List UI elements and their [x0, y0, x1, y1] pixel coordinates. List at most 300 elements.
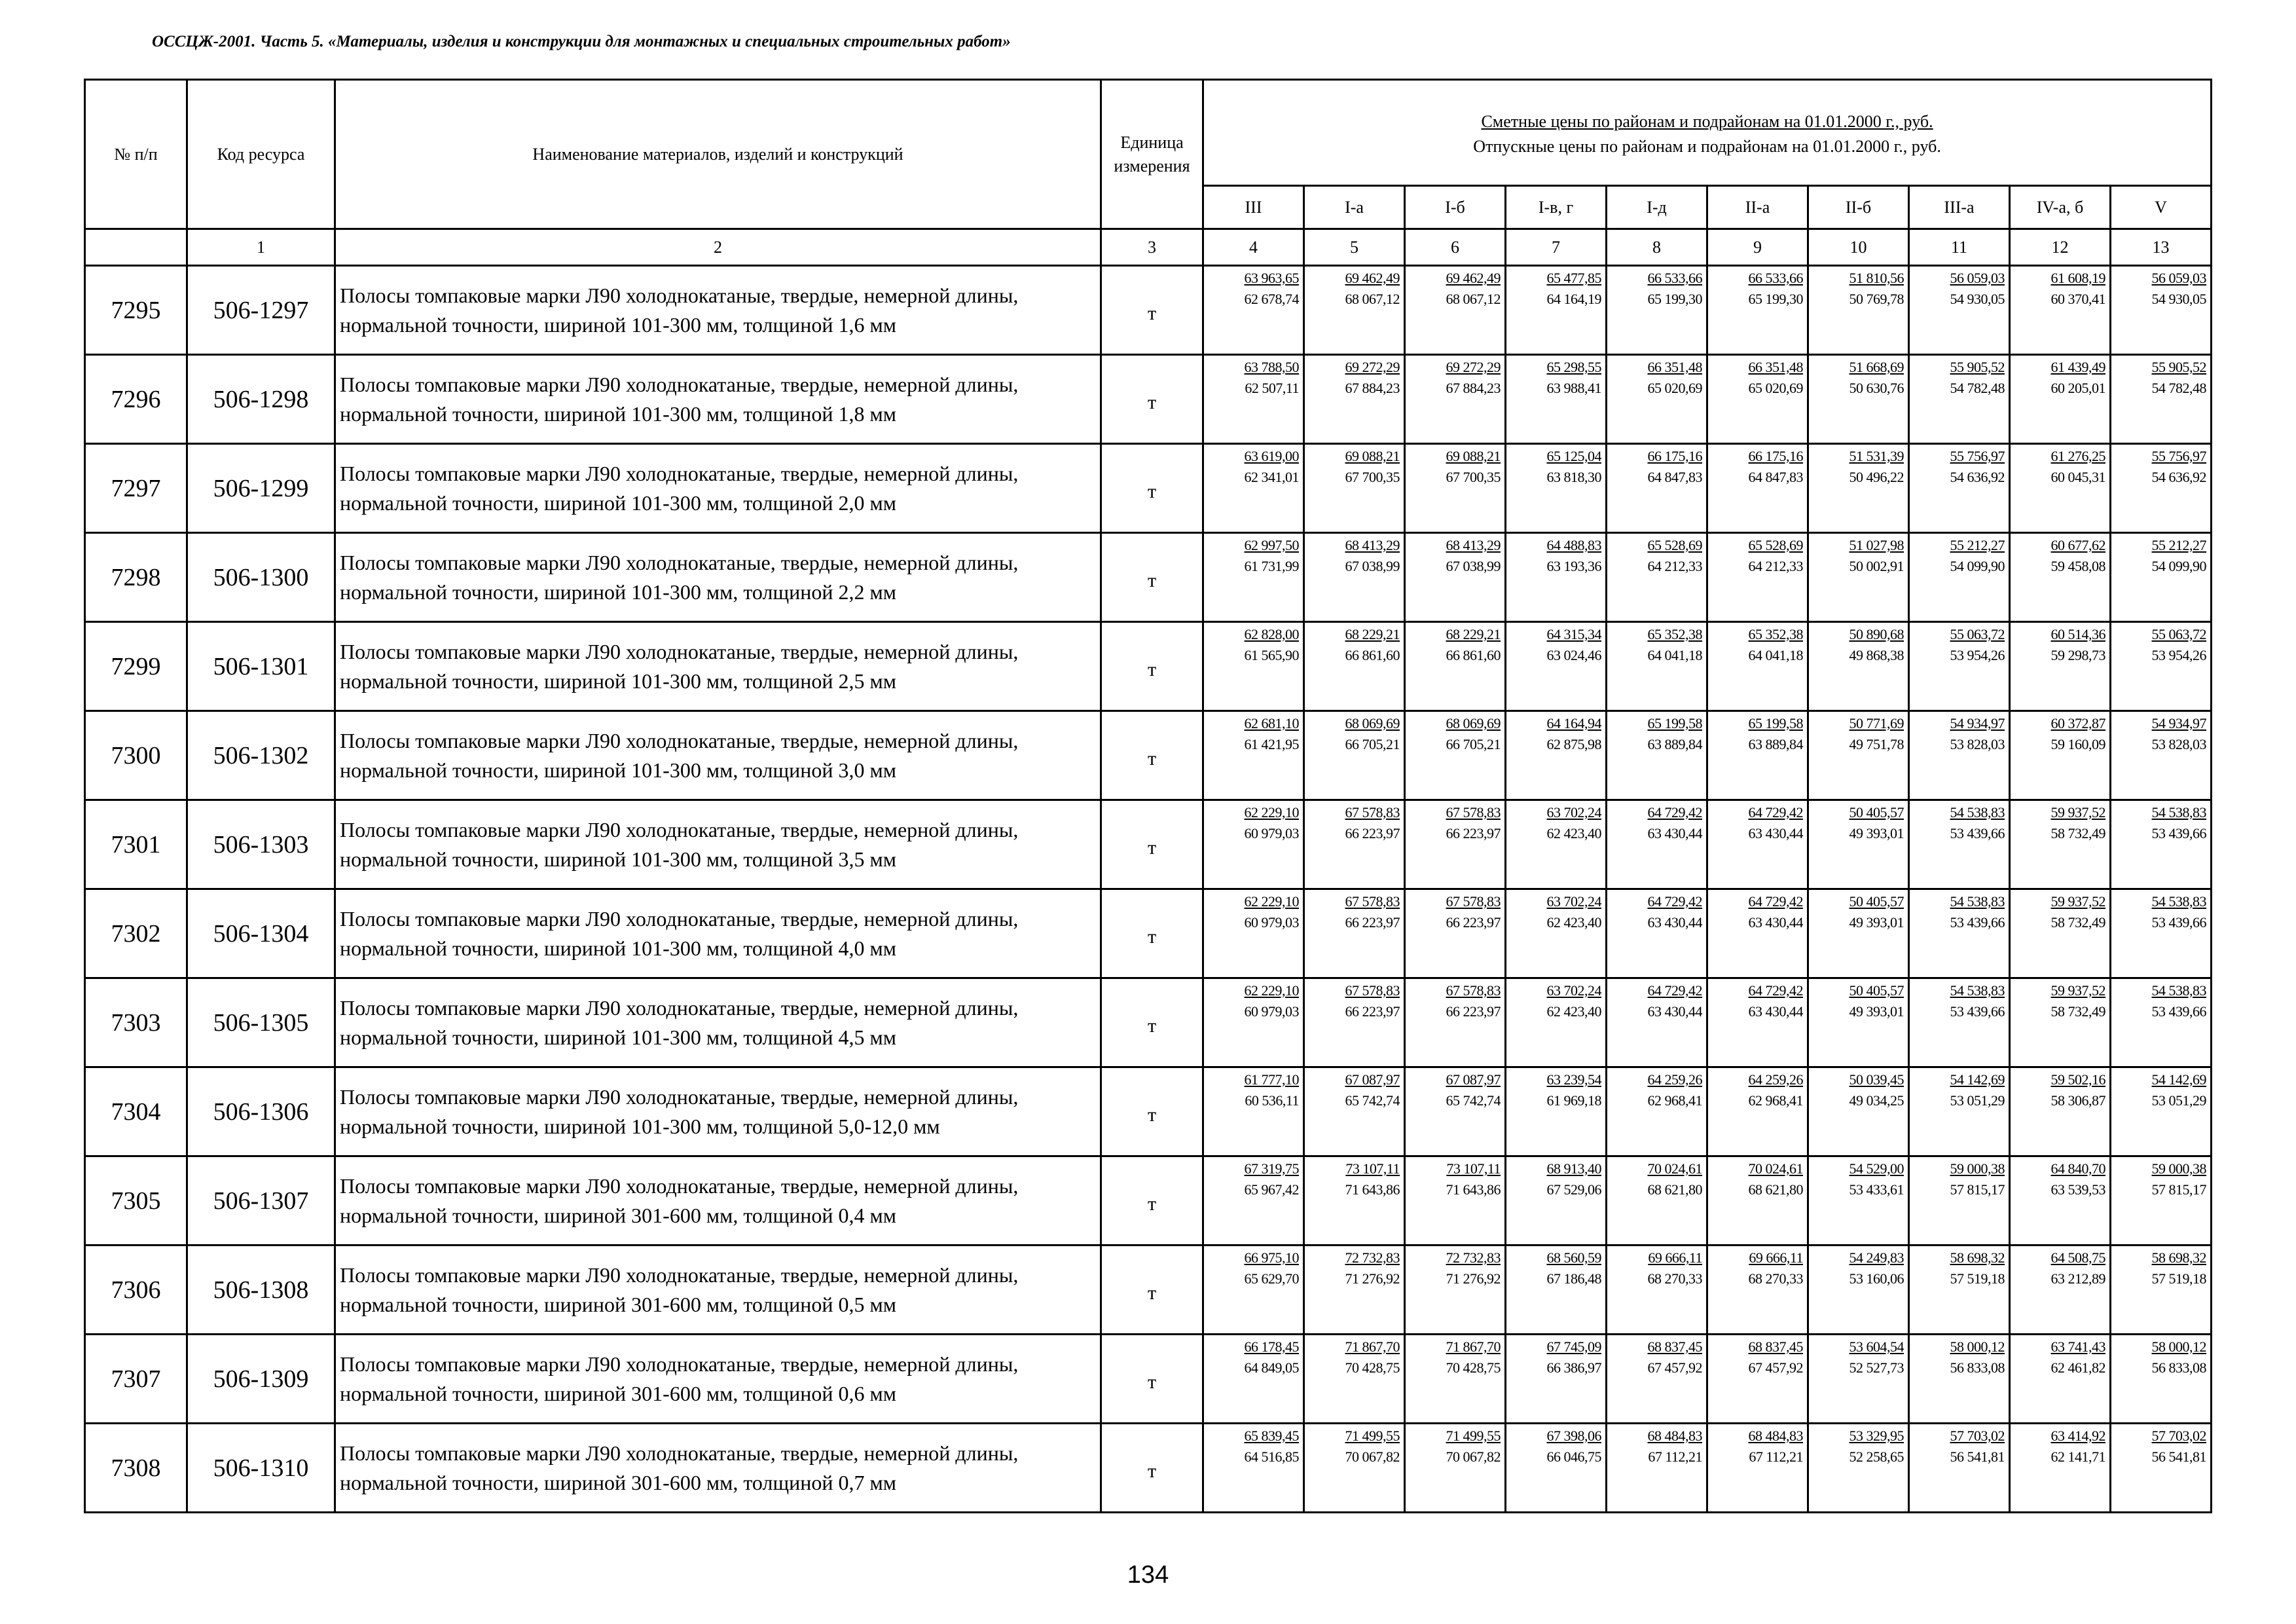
material-name: Полосы томпаковые марки Л90 холоднокатаные, твердые, немерной длины, нормальной точности, шириной 301-600 мм, толщиной 0,7 мм: [335, 1424, 1101, 1513]
release-price: 68 270,33: [1647, 1270, 1702, 1287]
estimate-price: 66 175,16: [1748, 448, 1803, 464]
release-price: 50 769,78: [1849, 290, 1904, 307]
release-price: 56 833,08: [2151, 1359, 2207, 1376]
estimate-price: 69 088,21: [1446, 448, 1501, 464]
page-number: 134: [1127, 1561, 1169, 1589]
price-cell: [1506, 1424, 1607, 1513]
estimate-price: 60 514,36: [2050, 626, 2105, 642]
estimate-price: 64 259,26: [1647, 1071, 1702, 1088]
table-row: [85, 978, 2212, 1067]
header-column-number: 2: [335, 229, 1101, 266]
material-name: Полосы томпаковые марки Л90 холоднокатаные, твердые, немерной длины, нормальной точности, шириной 101-300 мм, толщиной 2,5 мм: [335, 622, 1101, 711]
price-cell: [1506, 1335, 1607, 1424]
price-cell: [1405, 978, 1506, 1067]
header-num: № п/п: [85, 80, 187, 229]
release-price: 68 270,33: [1748, 1270, 1803, 1287]
price-cell: [1707, 978, 1808, 1067]
table-row: [85, 1067, 2212, 1156]
release-price: 65 020,69: [1748, 379, 1803, 396]
price-cell: [1304, 1335, 1405, 1424]
header-region: III-а: [1909, 186, 2010, 229]
estimate-price: 62 229,10: [1244, 982, 1299, 999]
header-prices-estimate: Сметные цены по районам и подрайонам на 01.01.2000 г., руб.: [1481, 111, 1933, 131]
estimate-price: 54 934,97: [1950, 715, 2005, 731]
header-colnum-empty: [85, 229, 187, 266]
price-cell: [1607, 1156, 1707, 1246]
table-row: [85, 1335, 2212, 1424]
header-prices: [1203, 80, 2212, 186]
price-cell: [1203, 266, 1304, 355]
table-row: [85, 355, 2212, 444]
price-cell: [1506, 533, 1607, 622]
unit-of-measure: т: [1101, 889, 1203, 978]
price-cell: [1304, 1246, 1405, 1335]
release-price: 56 833,08: [1950, 1359, 2005, 1376]
release-price: 71 643,86: [1446, 1181, 1501, 1198]
estimate-price: 65 199,58: [1748, 715, 1803, 731]
release-price: 66 223,97: [1345, 913, 1400, 931]
release-price: 65 967,42: [1244, 1181, 1299, 1198]
estimate-price: 61 777,10: [1244, 1071, 1299, 1088]
estimate-price: 68 413,29: [1446, 537, 1501, 553]
release-price: 52 258,65: [1849, 1448, 1904, 1465]
price-cell: [1607, 1335, 1707, 1424]
price-cell: [1203, 1246, 1304, 1335]
release-price: 53 439,66: [2151, 824, 2207, 841]
release-price: 63 818,30: [1546, 468, 1601, 485]
release-price: 60 979,03: [1244, 824, 1299, 841]
release-price: 67 186,48: [1546, 1270, 1601, 1287]
release-price: 66 223,97: [1446, 1003, 1501, 1020]
release-price: 60 979,03: [1244, 913, 1299, 931]
estimate-price: 62 997,50: [1244, 537, 1299, 553]
material-name: Полосы томпаковые марки Л90 холоднокатаные, твердые, немерной длины, нормальной точности, шириной 101-300 мм, толщиной 3,0 мм: [335, 711, 1101, 800]
release-price: 49 868,38: [1849, 646, 1904, 663]
unit-of-measure: т: [1101, 1424, 1203, 1513]
estimate-price: 67 087,97: [1446, 1071, 1501, 1088]
release-price: 54 636,92: [2151, 468, 2207, 485]
price-cell: [1405, 711, 1506, 800]
unit-of-measure: т: [1101, 266, 1203, 355]
price-cell: [1808, 1335, 1909, 1424]
release-price: 57 815,17: [1950, 1181, 2005, 1198]
release-price: 66 861,60: [1446, 646, 1501, 663]
release-price: 54 636,92: [1950, 468, 2005, 485]
price-cell: [2010, 533, 2111, 622]
estimate-price: 63 239,54: [1546, 1071, 1601, 1088]
resource-code: 506-1310: [187, 1424, 335, 1513]
release-price: 66 223,97: [1345, 1003, 1400, 1020]
table-row: [85, 266, 2212, 355]
price-cell: [1707, 1335, 1808, 1424]
release-price: 66 223,97: [1446, 824, 1501, 841]
material-name: Полосы томпаковые марки Л90 холоднокатаные, твердые, немерной длины, нормальной точности, шириной 101-300 мм, толщиной 5,0-12,0 мм: [335, 1067, 1101, 1156]
price-cell: [1808, 800, 1909, 889]
release-price: 49 393,01: [1849, 824, 1904, 841]
release-price: 66 223,97: [1345, 824, 1400, 841]
release-price: 68 067,12: [1446, 290, 1501, 307]
release-price: 60 536,11: [1245, 1092, 1299, 1109]
table-row: [85, 533, 2212, 622]
price-cell: [1405, 355, 1506, 444]
price-cell: [1203, 1424, 1304, 1513]
estimate-price: 59 937,52: [2050, 893, 2105, 910]
resource-code: 506-1300: [187, 533, 335, 622]
price-cell: [1707, 533, 1808, 622]
estimate-price: 64 508,75: [2050, 1249, 2105, 1266]
estimate-price: 53 329,95: [1849, 1428, 1904, 1444]
estimate-price: 63 702,24: [1546, 982, 1601, 999]
price-cell: [1506, 1246, 1607, 1335]
price-cell: [1808, 266, 1909, 355]
price-cell: [2010, 800, 2111, 889]
release-price: 70 067,82: [1446, 1448, 1501, 1465]
estimate-price: 64 729,42: [1748, 893, 1803, 910]
estimate-price: 60 372,87: [2050, 715, 2105, 731]
release-price: 52 527,73: [1849, 1359, 1904, 1376]
price-cell: [1405, 1067, 1506, 1156]
release-price: 63 430,44: [1748, 1003, 1803, 1020]
header-column-number: 11: [1909, 229, 2010, 266]
material-name: Полосы томпаковые марки Л90 холоднокатаные, твердые, немерной длины, нормальной точности, шириной 101-300 мм, толщиной 2,2 мм: [335, 533, 1101, 622]
price-cell: [1607, 711, 1707, 800]
release-price: 66 705,21: [1345, 735, 1400, 752]
release-price: 50 002,91: [1849, 557, 1904, 574]
estimate-price: 58 698,32: [2151, 1249, 2207, 1266]
release-price: 62 968,41: [1647, 1092, 1702, 1109]
price-cell: [1909, 1246, 2010, 1335]
price-cell: [1203, 800, 1304, 889]
estimate-price: 72 732,83: [1446, 1249, 1501, 1266]
estimate-price: 69 462,49: [1446, 270, 1501, 286]
release-price: 57 519,18: [2151, 1270, 2207, 1287]
price-cell: [1707, 1246, 1808, 1335]
release-price: 68 621,80: [1748, 1181, 1803, 1198]
price-cell: [2111, 355, 2212, 444]
release-price: 65 199,30: [1647, 290, 1702, 307]
release-price: 67 884,23: [1345, 379, 1400, 396]
estimate-price: 67 578,83: [1345, 893, 1400, 910]
release-price: 63 430,44: [1647, 1003, 1702, 1020]
release-price: 70 067,82: [1345, 1448, 1400, 1465]
price-cell: [2010, 1067, 2111, 1156]
table-row: [85, 1246, 2212, 1335]
release-price: 49 034,25: [1849, 1092, 1904, 1109]
release-price: 53 954,26: [1950, 646, 2005, 663]
header-column-number: 10: [1808, 229, 1909, 266]
header-region: IV-а, б: [2010, 186, 2111, 229]
estimate-price: 53 604,54: [1849, 1338, 1904, 1355]
estimate-price: 63 741,43: [2050, 1338, 2105, 1355]
release-price: 53 439,66: [1950, 824, 2005, 841]
estimate-price: 69 272,29: [1345, 359, 1400, 375]
resource-code: 506-1297: [187, 266, 335, 355]
estimate-price: 63 702,24: [1546, 893, 1601, 910]
row-number: 7305: [85, 1156, 187, 1246]
price-cell: [1506, 889, 1607, 978]
estimate-price: 65 352,38: [1748, 626, 1803, 642]
estimate-price: 68 560,59: [1546, 1249, 1601, 1266]
estimate-price: 68 229,21: [1446, 626, 1501, 642]
header-unit: Единица измерения: [1101, 80, 1203, 229]
unit-of-measure: т: [1101, 1156, 1203, 1246]
price-cell: [1304, 622, 1405, 711]
release-price: 54 099,90: [2151, 557, 2207, 574]
release-price: 53 954,26: [2151, 646, 2207, 663]
price-cell: [1707, 355, 1808, 444]
price-cell: [2111, 1424, 2212, 1513]
header-column-number: 6: [1405, 229, 1506, 266]
estimate-price: 59 000,38: [2151, 1160, 2207, 1177]
price-cell: [1808, 711, 1909, 800]
estimate-price: 63 414,92: [2050, 1428, 2105, 1444]
estimate-price: 64 729,42: [1647, 982, 1702, 999]
estimate-price: 55 063,72: [1950, 626, 2005, 642]
release-price: 57 815,17: [2151, 1181, 2207, 1198]
resource-code: 506-1299: [187, 444, 335, 533]
release-price: 64 847,83: [1748, 468, 1803, 485]
release-price: 63 024,46: [1546, 646, 1601, 663]
price-cell: [1707, 1067, 1808, 1156]
price-cell: [1405, 800, 1506, 889]
release-price: 61 969,18: [1546, 1092, 1601, 1109]
price-cell: [1405, 889, 1506, 978]
header-code: Код ресурса: [187, 80, 335, 229]
release-price: 56 541,81: [1950, 1448, 2005, 1465]
price-cell: [1909, 533, 2010, 622]
estimate-price: 54 538,83: [2151, 893, 2207, 910]
estimate-price: 66 175,16: [1647, 448, 1702, 464]
release-price: 63 430,44: [1647, 913, 1702, 931]
price-cell: [1203, 889, 1304, 978]
price-cell: [2111, 622, 2212, 711]
price-cell: [2010, 1335, 2111, 1424]
release-price: 54 782,48: [2151, 379, 2207, 396]
price-cell: [1607, 355, 1707, 444]
estimate-price: 69 088,21: [1345, 448, 1400, 464]
estimate-price: 68 484,83: [1748, 1428, 1803, 1444]
estimate-price: 65 125,04: [1546, 448, 1601, 464]
estimate-price: 54 538,83: [2151, 804, 2207, 821]
release-price: 49 393,01: [1849, 913, 1904, 931]
release-price: 57 519,18: [1950, 1270, 2005, 1287]
estimate-price: 65 528,69: [1748, 537, 1803, 553]
price-cell: [1304, 1424, 1405, 1513]
release-price: 61 565,90: [1244, 646, 1299, 663]
table-row: [85, 622, 2212, 711]
estimate-price: 55 212,27: [2151, 537, 2207, 553]
release-price: 66 046,75: [1546, 1448, 1601, 1465]
price-cell: [1304, 355, 1405, 444]
estimate-price: 58 000,12: [1950, 1338, 2005, 1355]
estimate-price: 64 164,94: [1546, 715, 1601, 731]
estimate-price: 54 529,00: [1849, 1160, 1904, 1177]
price-cell: [1808, 1067, 1909, 1156]
release-price: 71 643,86: [1345, 1181, 1400, 1198]
table-row: [85, 800, 2212, 889]
header-column-number: 1: [187, 229, 335, 266]
price-cell: [1304, 978, 1405, 1067]
price-cell: [1304, 533, 1405, 622]
release-price: 63 988,41: [1546, 379, 1601, 396]
header-column-number: 9: [1707, 229, 1808, 266]
estimate-price: 50 771,69: [1849, 715, 1904, 731]
release-price: 63 212,89: [2050, 1270, 2105, 1287]
price-cell: [1405, 1424, 1506, 1513]
price-cell: [1506, 622, 1607, 711]
estimate-price: 50 405,57: [1849, 804, 1904, 821]
unit-of-measure: т: [1101, 622, 1203, 711]
release-price: 62 968,41: [1748, 1092, 1803, 1109]
row-number: 7304: [85, 1067, 187, 1156]
estimate-price: 54 142,69: [1950, 1071, 2005, 1088]
release-price: 67 112,21: [1648, 1448, 1702, 1465]
price-cell: [1808, 622, 1909, 711]
price-cell: [1506, 978, 1607, 1067]
release-price: 67 700,35: [1446, 468, 1501, 485]
price-cell: [1808, 533, 1909, 622]
release-price: 59 160,09: [2050, 735, 2105, 752]
price-cell: [1607, 978, 1707, 1067]
price-cell: [1506, 266, 1607, 355]
price-cell: [1304, 800, 1405, 889]
row-number: 7300: [85, 711, 187, 800]
estimate-price: 68 229,21: [1345, 626, 1400, 642]
price-cell: [1909, 978, 2010, 1067]
estimate-price: 71 499,55: [1446, 1428, 1501, 1444]
release-price: 60 979,03: [1244, 1003, 1299, 1020]
release-price: 68 621,80: [1647, 1181, 1702, 1198]
table-row: [85, 889, 2212, 978]
release-price: 64 212,33: [1748, 557, 1803, 574]
price-cell: [2111, 1335, 2212, 1424]
release-price: 67 038,99: [1446, 557, 1501, 574]
price-cell: [1707, 1156, 1808, 1246]
price-cell: [2010, 1246, 2111, 1335]
unit-of-measure: т: [1101, 533, 1203, 622]
resource-code: 506-1307: [187, 1156, 335, 1246]
material-name: Полосы томпаковые марки Л90 холоднокатаные, твердые, немерной длины, нормальной точности, шириной 301-600 мм, толщиной 0,5 мм: [335, 1246, 1101, 1335]
estimate-price: 64 840,70: [2050, 1160, 2105, 1177]
price-cell: [2111, 889, 2212, 978]
price-cell: [1304, 1067, 1405, 1156]
release-price: 66 705,21: [1446, 735, 1501, 752]
release-price: 64 849,05: [1244, 1359, 1299, 1376]
release-price: 58 732,49: [2050, 913, 2105, 931]
release-price: 66 386,97: [1546, 1359, 1601, 1376]
price-cell: [1506, 1156, 1607, 1246]
estimate-price: 61 276,25: [2050, 448, 2105, 464]
column-number-row: [85, 229, 2212, 266]
estimate-price: 67 398,06: [1546, 1428, 1601, 1444]
price-cell: [2010, 978, 2111, 1067]
release-price: 67 529,06: [1546, 1181, 1601, 1198]
release-price: 67 457,92: [1647, 1359, 1702, 1376]
price-cell: [1405, 1156, 1506, 1246]
unit-of-measure: т: [1101, 1246, 1203, 1335]
estimate-price: 55 756,97: [1950, 448, 2005, 464]
release-price: 66 223,97: [1446, 913, 1501, 931]
price-cell: [1304, 1156, 1405, 1246]
price-cell: [1707, 266, 1808, 355]
estimate-price: 50 405,57: [1849, 982, 1904, 999]
estimate-price: 69 272,29: [1446, 359, 1501, 375]
header-column-number: 3: [1101, 229, 1203, 266]
release-price: 65 742,74: [1345, 1092, 1400, 1109]
estimate-price: 67 578,83: [1345, 982, 1400, 999]
estimate-price: 57 703,02: [1950, 1428, 2005, 1444]
price-cell: [1506, 1067, 1607, 1156]
material-name: Полосы томпаковые марки Л90 холоднокатаные, твердые, немерной длины, нормальной точности, шириной 301-600 мм, толщиной 0,6 мм: [335, 1335, 1101, 1424]
estimate-price: 51 531,39: [1849, 448, 1904, 464]
header-region: I-а: [1304, 186, 1405, 229]
release-price: 67 700,35: [1345, 468, 1400, 485]
price-cell: [2010, 266, 2111, 355]
estimate-price: 55 212,27: [1950, 537, 2005, 553]
price-cell: [1909, 889, 2010, 978]
estimate-price: 67 745,09: [1546, 1338, 1601, 1355]
material-name: Полосы томпаковые марки Л90 холоднокатаные, твердые, немерной длины, нормальной точности, шириной 101-300 мм, толщиной 4,0 мм: [335, 889, 1101, 978]
release-price: 53 439,66: [1950, 913, 2005, 931]
estimate-price: 63 702,24: [1546, 804, 1601, 821]
header-column-number: 13: [2111, 229, 2212, 266]
release-price: 62 423,40: [1546, 913, 1601, 931]
estimate-price: 61 608,19: [2050, 270, 2105, 286]
estimate-price: 57 703,02: [2151, 1428, 2207, 1444]
price-cell: [1607, 444, 1707, 533]
header-region: I-б: [1405, 186, 1506, 229]
estimate-price: 65 352,38: [1647, 626, 1702, 642]
estimate-price: 63 963,65: [1244, 270, 1299, 286]
estimate-price: 54 538,83: [1950, 804, 2005, 821]
estimate-price: 68 837,45: [1748, 1338, 1803, 1355]
unit-of-measure: т: [1101, 978, 1203, 1067]
price-cell: [1607, 800, 1707, 889]
price-cell: [2010, 622, 2111, 711]
price-cell: [1808, 355, 1909, 444]
estimate-price: 59 937,52: [2050, 804, 2105, 821]
price-cell: [1304, 266, 1405, 355]
estimate-price: 65 477,85: [1546, 270, 1601, 286]
estimate-price: 59 000,38: [1950, 1160, 2005, 1177]
table-row: [85, 1424, 2212, 1513]
estimate-price: 55 063,72: [2151, 626, 2207, 642]
estimate-price: 51 668,69: [1849, 359, 1904, 375]
estimate-price: 56 059,03: [2151, 270, 2207, 286]
estimate-price: 54 934,97: [2151, 715, 2207, 731]
price-cell: [1607, 889, 1707, 978]
price-cell: [1909, 622, 2010, 711]
estimate-price: 67 578,83: [1345, 804, 1400, 821]
price-cell: [1707, 800, 1808, 889]
estimate-price: 59 502,16: [2050, 1071, 2105, 1088]
header-region: I-д: [1607, 186, 1707, 229]
release-price: 65 199,30: [1748, 290, 1803, 307]
estimate-price: 68 069,69: [1446, 715, 1501, 731]
estimate-price: 66 351,48: [1748, 359, 1803, 375]
header-column-number: 12: [2010, 229, 2111, 266]
header-region: III: [1203, 186, 1304, 229]
price-cell: [1203, 978, 1304, 1067]
price-cell: [1808, 1246, 1909, 1335]
estimate-price: 68 069,69: [1345, 715, 1400, 731]
release-price: 64 041,18: [1647, 646, 1702, 663]
row-number: 7306: [85, 1246, 187, 1335]
release-price: 53 828,03: [2151, 735, 2207, 752]
row-number: 7297: [85, 444, 187, 533]
price-cell: [1203, 444, 1304, 533]
release-price: 66 861,60: [1345, 646, 1400, 663]
